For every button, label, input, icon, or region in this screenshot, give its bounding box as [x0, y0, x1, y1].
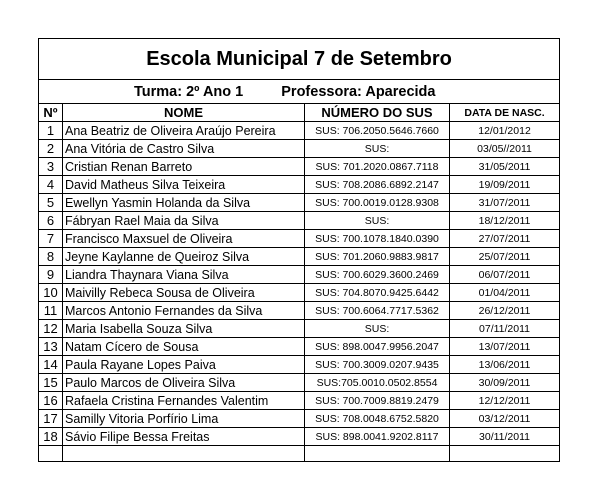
empty-cell	[39, 446, 63, 462]
empty-cell	[63, 446, 305, 462]
student-num: 10	[39, 284, 63, 302]
student-name: Ewellyn Yasmin Holanda da Silva	[63, 194, 305, 212]
header-row	[39, 104, 560, 122]
student-birthdate: 06/07/2011	[450, 266, 560, 284]
student-sus: SUS: 700.0019.0128.9308	[305, 194, 450, 212]
student-sus: SUS:	[305, 320, 450, 338]
student-name: Liandra Thaynara Viana Silva	[63, 266, 305, 284]
student-name: Ana Beatriz de Oliveira Araújo Pereira	[63, 122, 305, 140]
student-sus: SUS: 708.2086.6892.2147	[305, 176, 450, 194]
student-num: 9	[39, 266, 63, 284]
table-row	[39, 230, 560, 248]
student-num: 6	[39, 212, 63, 230]
table-row	[39, 428, 560, 446]
student-rows	[39, 122, 560, 446]
table-row	[39, 140, 560, 158]
student-sus: SUS:	[305, 140, 450, 158]
student-birthdate: 03/12/2011	[450, 410, 560, 428]
student-name: Rafaela Cristina Fernandes Valentim	[63, 392, 305, 410]
table-row	[39, 410, 560, 428]
student-name: Maria Isabella Souza Silva	[63, 320, 305, 338]
student-name: Paulo Marcos de Oliveira Silva	[63, 374, 305, 392]
student-num: 11	[39, 302, 63, 320]
student-name: Maivilly Rebeca Sousa de Oliveira	[63, 284, 305, 302]
student-sus: SUS: 898.0041.9202.8117	[305, 428, 450, 446]
table-row	[39, 302, 560, 320]
student-birthdate: 30/09/2011	[450, 374, 560, 392]
student-birthdate: 07/11/2011	[450, 320, 560, 338]
student-name: Paula Rayane Lopes Paiva	[63, 356, 305, 374]
student-name: Francisco Maxsuel de Oliveira	[63, 230, 305, 248]
table-row	[39, 158, 560, 176]
student-num: 16	[39, 392, 63, 410]
table-row	[39, 356, 560, 374]
student-sus: SUS: 700.1078.1840.0390	[305, 230, 450, 248]
empty-cell	[450, 446, 560, 462]
student-num: 4	[39, 176, 63, 194]
student-name: Marcos Antonio Fernandes da Silva	[63, 302, 305, 320]
student-num: 14	[39, 356, 63, 374]
table-row	[39, 176, 560, 194]
student-name: Jeyne Kaylanne de Queiroz Silva	[63, 248, 305, 266]
student-name: Samilly Vitoria Porfírio Lima	[63, 410, 305, 428]
empty-row	[39, 446, 560, 462]
student-num: 1	[39, 122, 63, 140]
student-sus: SUS: 700.6029.3600.2469	[305, 266, 450, 284]
student-num: 8	[39, 248, 63, 266]
student-name: Sávio Filipe Bessa Freitas	[63, 428, 305, 446]
student-num: 13	[39, 338, 63, 356]
student-birthdate: 27/07/2011	[450, 230, 560, 248]
table-row	[39, 248, 560, 266]
table-row	[39, 194, 560, 212]
student-birthdate: 25/07/2011	[450, 248, 560, 266]
student-num: 2	[39, 140, 63, 158]
student-birthdate: 01/04/2011	[450, 284, 560, 302]
student-birthdate: 13/06/2011	[450, 356, 560, 374]
class-info	[39, 80, 560, 104]
table-row	[39, 212, 560, 230]
student-num: 12	[39, 320, 63, 338]
table-row	[39, 338, 560, 356]
student-sus: SUS: 700.6064.7717.5362	[305, 302, 450, 320]
empty-cell	[305, 446, 450, 462]
student-birthdate: 03/05//2011	[450, 140, 560, 158]
student-sus: SUS: 708.0048.6752.5820	[305, 410, 450, 428]
table-row	[39, 266, 560, 284]
table-row	[39, 320, 560, 338]
student-birthdate: 12/01/2012	[450, 122, 560, 140]
header-nasc: DATA DE NASC.	[450, 104, 560, 122]
student-birthdate: 30/11/2011	[450, 428, 560, 446]
header-num: Nº	[39, 104, 63, 122]
student-sus: SUS: 700.7009.8819.2479	[305, 392, 450, 410]
student-name: David Matheus Silva Teixeira	[63, 176, 305, 194]
student-num: 5	[39, 194, 63, 212]
student-sus: SUS: 701.2020.0867.7118	[305, 158, 450, 176]
student-num: 17	[39, 410, 63, 428]
header-nome: NOME	[63, 104, 305, 122]
table-row	[39, 392, 560, 410]
table-row	[39, 374, 560, 392]
student-sus: SUS: 701.2060.9883.9817	[305, 248, 450, 266]
student-birthdate: 31/05/2011	[450, 158, 560, 176]
student-birthdate: 13/07/2011	[450, 338, 560, 356]
student-name: Natam Cícero de Sousa	[63, 338, 305, 356]
student-sus: SUS: 704.8070.9425.6442	[305, 284, 450, 302]
student-name: Cristian Renan Barreto	[63, 158, 305, 176]
class-teacher: Professora: Aparecida	[281, 83, 436, 100]
class-roster-sheet	[38, 38, 559, 462]
student-sus: SUS:705.0010.0502.8554	[305, 374, 450, 392]
student-sus: SUS: 700.3009.0207.9435	[305, 356, 450, 374]
student-birthdate: 12/12/2011	[450, 392, 560, 410]
class-turma: Turma: 2º Ano 1	[134, 83, 244, 100]
student-birthdate: 31/07/2011	[450, 194, 560, 212]
roster-table	[38, 38, 560, 462]
student-num: 7	[39, 230, 63, 248]
student-birthdate: 18/12/2011	[450, 212, 560, 230]
student-num: 15	[39, 374, 63, 392]
student-name: Ana Vitória de Castro Silva	[63, 140, 305, 158]
school-title: Escola Municipal 7 de Setembro	[39, 39, 560, 80]
student-sus: SUS: 706.2050.5646.7660	[305, 122, 450, 140]
table-row	[39, 284, 560, 302]
student-num: 3	[39, 158, 63, 176]
student-num: 18	[39, 428, 63, 446]
student-sus: SUS: 898.0047.9956.2047	[305, 338, 450, 356]
student-birthdate: 19/09/2011	[450, 176, 560, 194]
table-row	[39, 122, 560, 140]
student-name: Fábryan Rael Maia da Silva	[63, 212, 305, 230]
student-sus: SUS:	[305, 212, 450, 230]
student-birthdate: 26/12/2011	[450, 302, 560, 320]
header-sus: NÚMERO DO SUS	[305, 104, 450, 122]
